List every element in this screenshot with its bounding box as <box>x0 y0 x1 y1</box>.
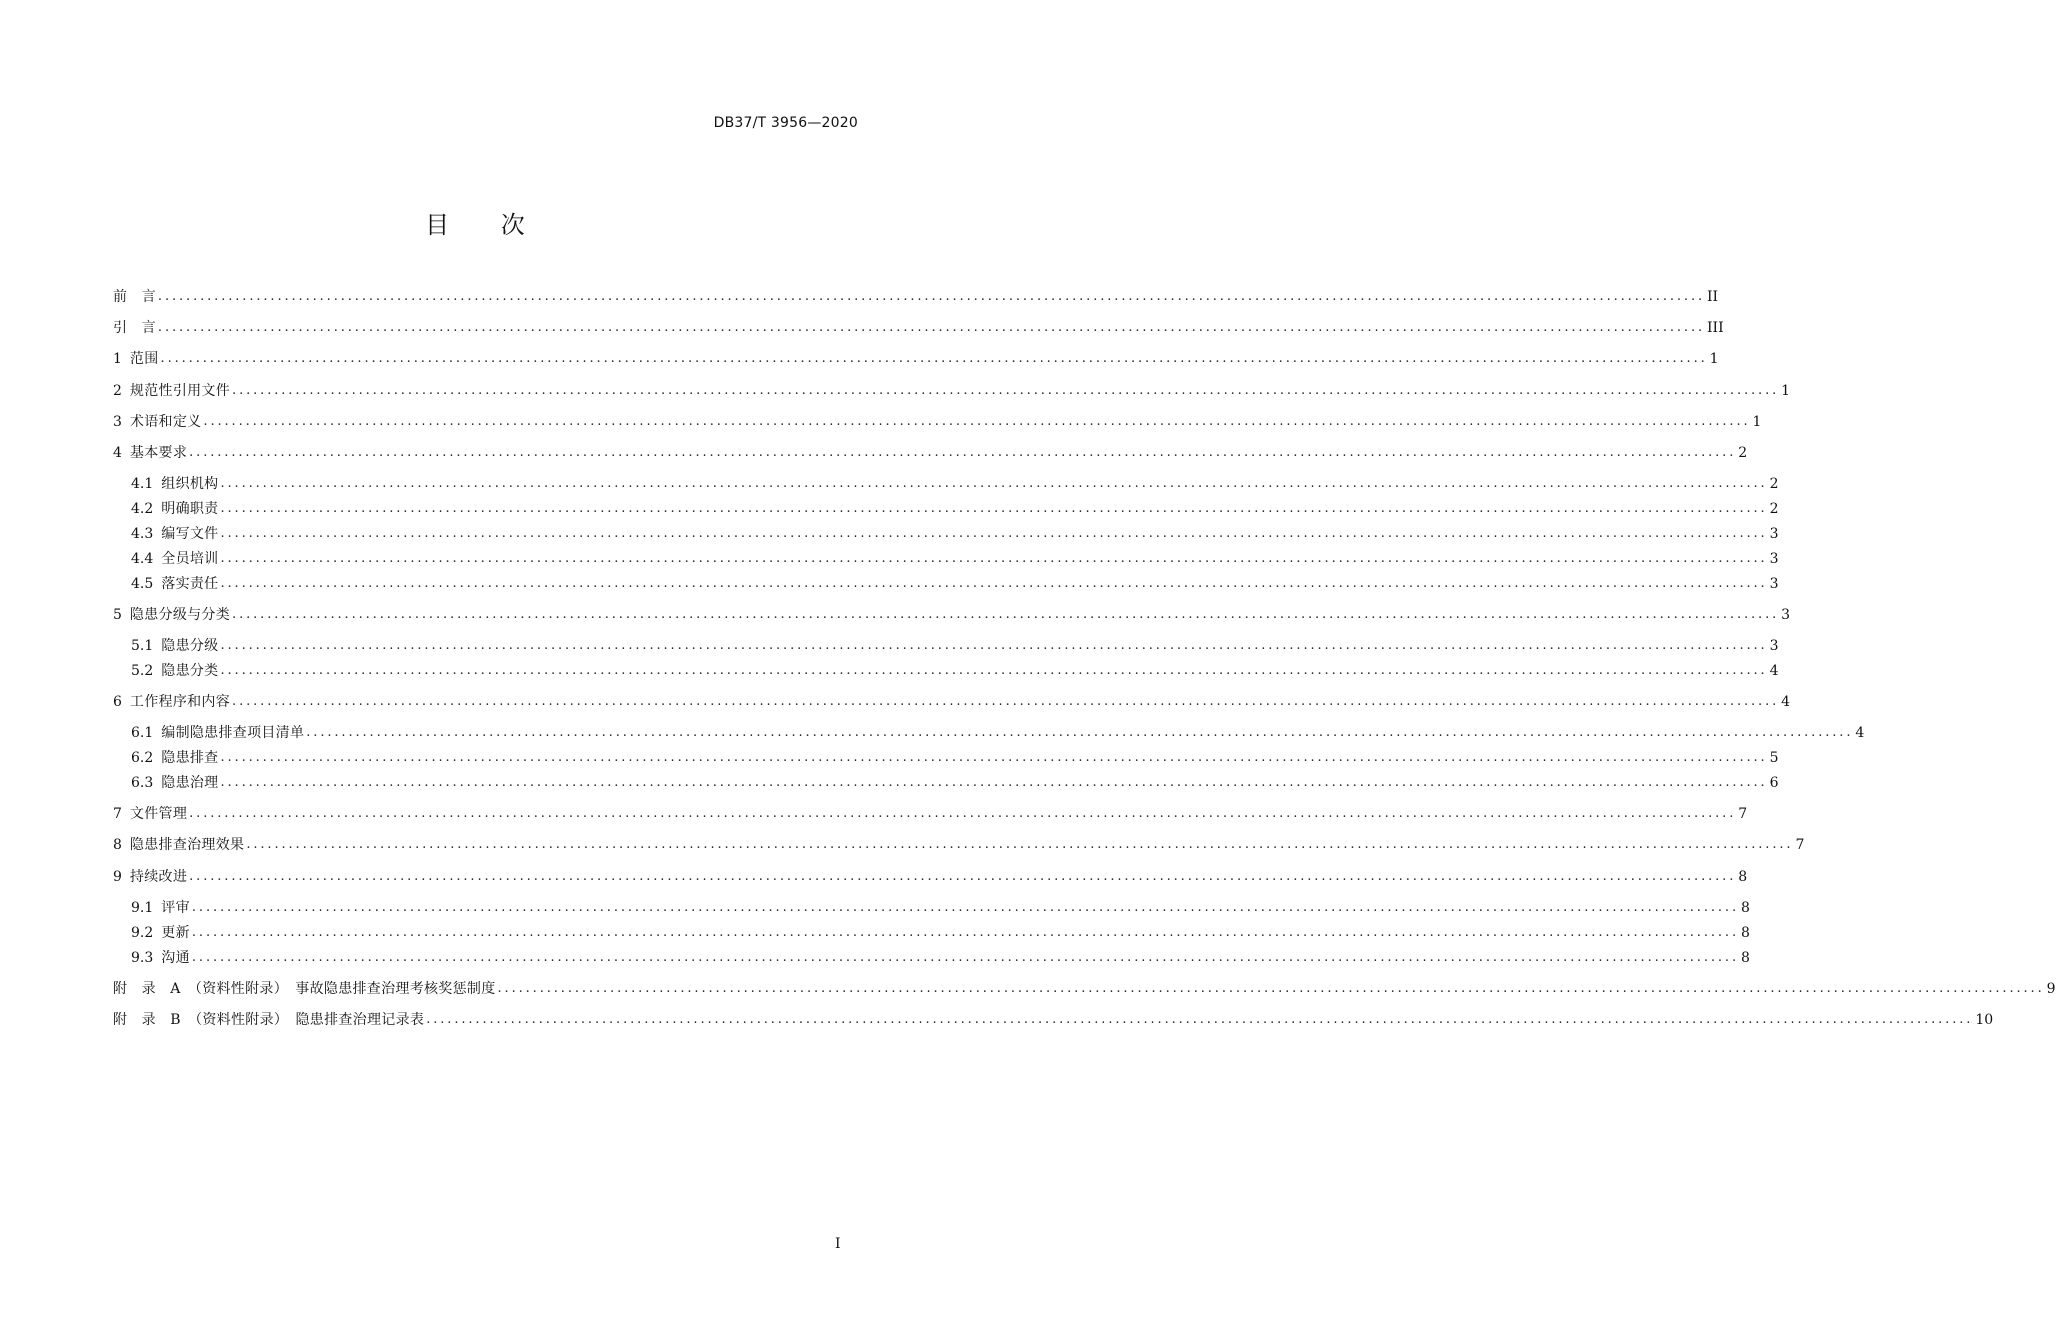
toc-entry-label: 附 录 B （资料性附录） 隐患排查治理记录表 <box>113 1012 425 1028</box>
toc-entry[interactable] <box>131 548 1779 570</box>
toc-entry[interactable] <box>131 747 1779 769</box>
toc-entry-page: 2 <box>1738 445 1748 461</box>
toc-entry-label: 前 言 <box>113 289 156 305</box>
toc-entry-page: 4 <box>1781 694 1791 710</box>
toc-entry-number: 4.4 <box>131 551 154 567</box>
toc-entry[interactable] <box>113 442 1748 464</box>
toc-entry[interactable] <box>113 604 1791 626</box>
toc-leader-dots: ............................................................................................................................................................................................................................ <box>232 383 1780 398</box>
toc-leader-dots: ............................................................................................................................................................................................................................ <box>191 925 1739 940</box>
toc-entry[interactable] <box>113 1009 1994 1031</box>
toc-leader-dots: ............................................................................................................................................................................................................................ <box>220 775 1768 790</box>
toc-entry[interactable] <box>113 691 1791 713</box>
toc-entry[interactable] <box>131 523 1779 545</box>
toc-entry[interactable] <box>113 380 1791 402</box>
page-folio: I <box>835 1236 841 1252</box>
toc-entry-page: 5 <box>1769 750 1779 766</box>
toc-leader-dots: ............................................................................................................................................................................................................................ <box>189 806 1737 821</box>
toc-leader-dots: ............................................................................................................................................................................................................................ <box>189 869 1737 884</box>
toc-entry[interactable] <box>131 922 1750 944</box>
toc-entry-label: 编制隐患排查项目清单 <box>161 725 305 741</box>
toc-entry[interactable] <box>113 866 1748 888</box>
toc-entry-label: 全员培训 <box>161 551 219 567</box>
toc-entry-label: 持续改进 <box>129 869 188 885</box>
toc-entry[interactable] <box>113 978 2056 1000</box>
toc-entry-page: 3 <box>1769 638 1779 654</box>
toc-entry-number: 2 <box>113 383 122 399</box>
toc-entry-label: 文件管理 <box>129 806 188 822</box>
toc-entry-label: 基本要求 <box>129 445 188 461</box>
toc-entry-page: 3 <box>1781 607 1791 623</box>
toc-title: 目 次 <box>425 211 547 239</box>
toc-entry-number: 8 <box>113 837 122 853</box>
toc-entry[interactable] <box>131 473 1779 495</box>
toc-entry[interactable] <box>113 286 1719 308</box>
toc-leader-dots: ............................................................................................................................................................................................................................ <box>191 900 1739 915</box>
toc-leader-dots: ............................................................................................................................................................................................................................ <box>220 501 1768 516</box>
toc-entry-label: 附 录 A （资料性附录） 事故隐患排查治理考核奖惩制度 <box>113 981 496 997</box>
toc-entry-number: 4 <box>113 445 122 461</box>
toc-entry-page: 8 <box>1741 950 1750 966</box>
toc-leader-dots: ............................................................................................................................................................................................................................ <box>220 663 1768 678</box>
toc-entry-number: 4.2 <box>131 501 154 517</box>
toc-entry[interactable] <box>131 635 1779 657</box>
toc-entry-page: 8 <box>1741 900 1750 916</box>
toc-entry[interactable] <box>131 897 1750 919</box>
toc-entry-number: 5 <box>113 607 122 623</box>
toc-entry[interactable] <box>131 772 1779 794</box>
toc-entry-number: 6.3 <box>131 775 154 791</box>
toc-entry-page: 2 <box>1769 476 1779 492</box>
toc-entry-page: 4 <box>1855 725 1865 741</box>
toc-entry-label: 引 言 <box>113 320 156 336</box>
toc-leader-dots: ............................................................................................................................................................................................................................ <box>220 638 1768 653</box>
toc-entry-label: 工作程序和内容 <box>129 694 231 710</box>
toc-entry-number: 5.1 <box>131 638 154 654</box>
toc-entry-page: 4 <box>1769 663 1779 679</box>
toc-entry-number: 9 <box>113 869 122 885</box>
toc-entry-number: 3 <box>113 414 122 430</box>
toc-entry-number: 6.2 <box>131 750 154 766</box>
toc-entry[interactable] <box>113 411 1762 433</box>
toc-entry-label: 隐患治理 <box>161 775 219 791</box>
toc-entry-page: 1 <box>1752 414 1762 430</box>
toc-entry-label: 规范性引用文件 <box>129 383 231 399</box>
toc-entry-label: 隐患分级与分类 <box>129 607 231 623</box>
toc-entry-page: 3 <box>1769 551 1779 567</box>
toc-entry-number: 7 <box>113 806 122 822</box>
toc-entry-page: 9 <box>2046 981 2056 997</box>
toc-entry[interactable] <box>113 348 1719 370</box>
toc-entry[interactable] <box>113 317 1724 339</box>
toc-leader-dots: ............................................................................................................................................................................................................................ <box>232 694 1780 709</box>
toc-leader-dots: ............................................................................................................................................................................................................................ <box>191 950 1739 965</box>
toc-leader-dots: ............................................................................................................................................................................................................................ <box>497 981 2045 996</box>
toc-entry-page: 1 <box>1709 351 1719 367</box>
toc-leader-dots: ............................................................................................................................................................................................................................ <box>220 750 1768 765</box>
toc-entry-label: 术语和定义 <box>129 414 202 430</box>
toc-entry-label: 隐患排查 <box>161 750 219 766</box>
toc-leader-dots: ............................................................................................................................................................................................................................ <box>232 607 1780 622</box>
toc-entry-page: 7 <box>1795 837 1805 853</box>
toc-entry-label: 隐患排查治理效果 <box>129 837 245 853</box>
toc-leader-dots: ............................................................................................................................................................................................................................ <box>220 576 1768 591</box>
toc-entry-label: 隐患分级 <box>161 638 219 654</box>
toc-leader-dots: ............................................................................................................................................................................................................................ <box>157 320 1706 335</box>
toc-entry-page: 10 <box>1975 1012 1994 1028</box>
toc-entry-label: 评审 <box>161 900 190 916</box>
toc-entry-page: 1 <box>1781 383 1791 399</box>
toc-entry-page: 7 <box>1738 806 1748 822</box>
toc-entry-label: 更新 <box>161 925 190 941</box>
toc-entry-label: 范围 <box>129 351 159 367</box>
toc-leader-dots: ............................................................................................................................................................................................................................ <box>306 725 1854 740</box>
toc-entry-label: 组织机构 <box>161 476 219 492</box>
toc-entry-page: 6 <box>1769 775 1779 791</box>
toc-entry-label: 编写文件 <box>161 526 219 542</box>
toc-entry-page: 8 <box>1738 869 1748 885</box>
toc-entry-label: 隐患分类 <box>161 663 219 679</box>
toc-entry-label: 沟通 <box>161 950 190 966</box>
toc-entry-number: 6.1 <box>131 725 154 741</box>
toc-leader-dots: ............................................................................................................................................................................................................................ <box>220 476 1768 491</box>
toc-entry[interactable] <box>131 722 1865 744</box>
toc-entry-number: 5.2 <box>131 663 154 679</box>
toc-entry-label: 明确职责 <box>161 501 219 517</box>
toc-leader-dots: ............................................................................................................................................................................................................................ <box>220 526 1768 541</box>
toc-entry-number: 9.2 <box>131 925 154 941</box>
toc-entry-number: 4.1 <box>131 476 154 492</box>
toc-entry-page: 2 <box>1769 501 1779 517</box>
toc-leader-dots: ............................................................................................................................................................................................................................ <box>220 551 1768 566</box>
toc-leader-dots: ............................................................................................................................................................................................................................ <box>160 351 1708 366</box>
toc-leader-dots: ............................................................................................................................................................................................................................ <box>426 1012 1974 1027</box>
toc-entry[interactable] <box>131 947 1750 969</box>
toc-entry-page: III <box>1707 320 1724 336</box>
toc-entry-page: II <box>1707 289 1719 305</box>
toc-leader-dots: ............................................................................................................................................................................................................................ <box>189 445 1737 460</box>
toc-entry-number: 9.3 <box>131 950 154 966</box>
toc-entry-number: 4.5 <box>131 576 154 592</box>
toc-entry[interactable] <box>113 803 1748 825</box>
toc-entry[interactable] <box>113 834 1805 856</box>
toc-entry-page: 3 <box>1769 576 1779 592</box>
toc-leader-dots: ............................................................................................................................................................................................................................ <box>157 289 1706 304</box>
toc-leader-dots: ............................................................................................................................................................................................................................ <box>246 837 1794 852</box>
standard-code: DB37/T 3956—2020 <box>713 115 858 131</box>
toc-entry-page: 8 <box>1741 925 1750 941</box>
toc-entry[interactable] <box>131 573 1779 595</box>
toc-entry-page: 3 <box>1769 526 1779 542</box>
toc-entry[interactable] <box>131 660 1779 682</box>
toc-entry-number: 1 <box>113 351 122 367</box>
toc-entry[interactable] <box>131 498 1779 520</box>
toc-leader-dots: ............................................................................................................................................................................................................................ <box>203 414 1751 429</box>
toc-entry-number: 6 <box>113 694 122 710</box>
toc-entry-number: 4.3 <box>131 526 154 542</box>
toc-entry-number: 9.1 <box>131 900 154 916</box>
toc-entry-label: 落实责任 <box>161 576 219 592</box>
